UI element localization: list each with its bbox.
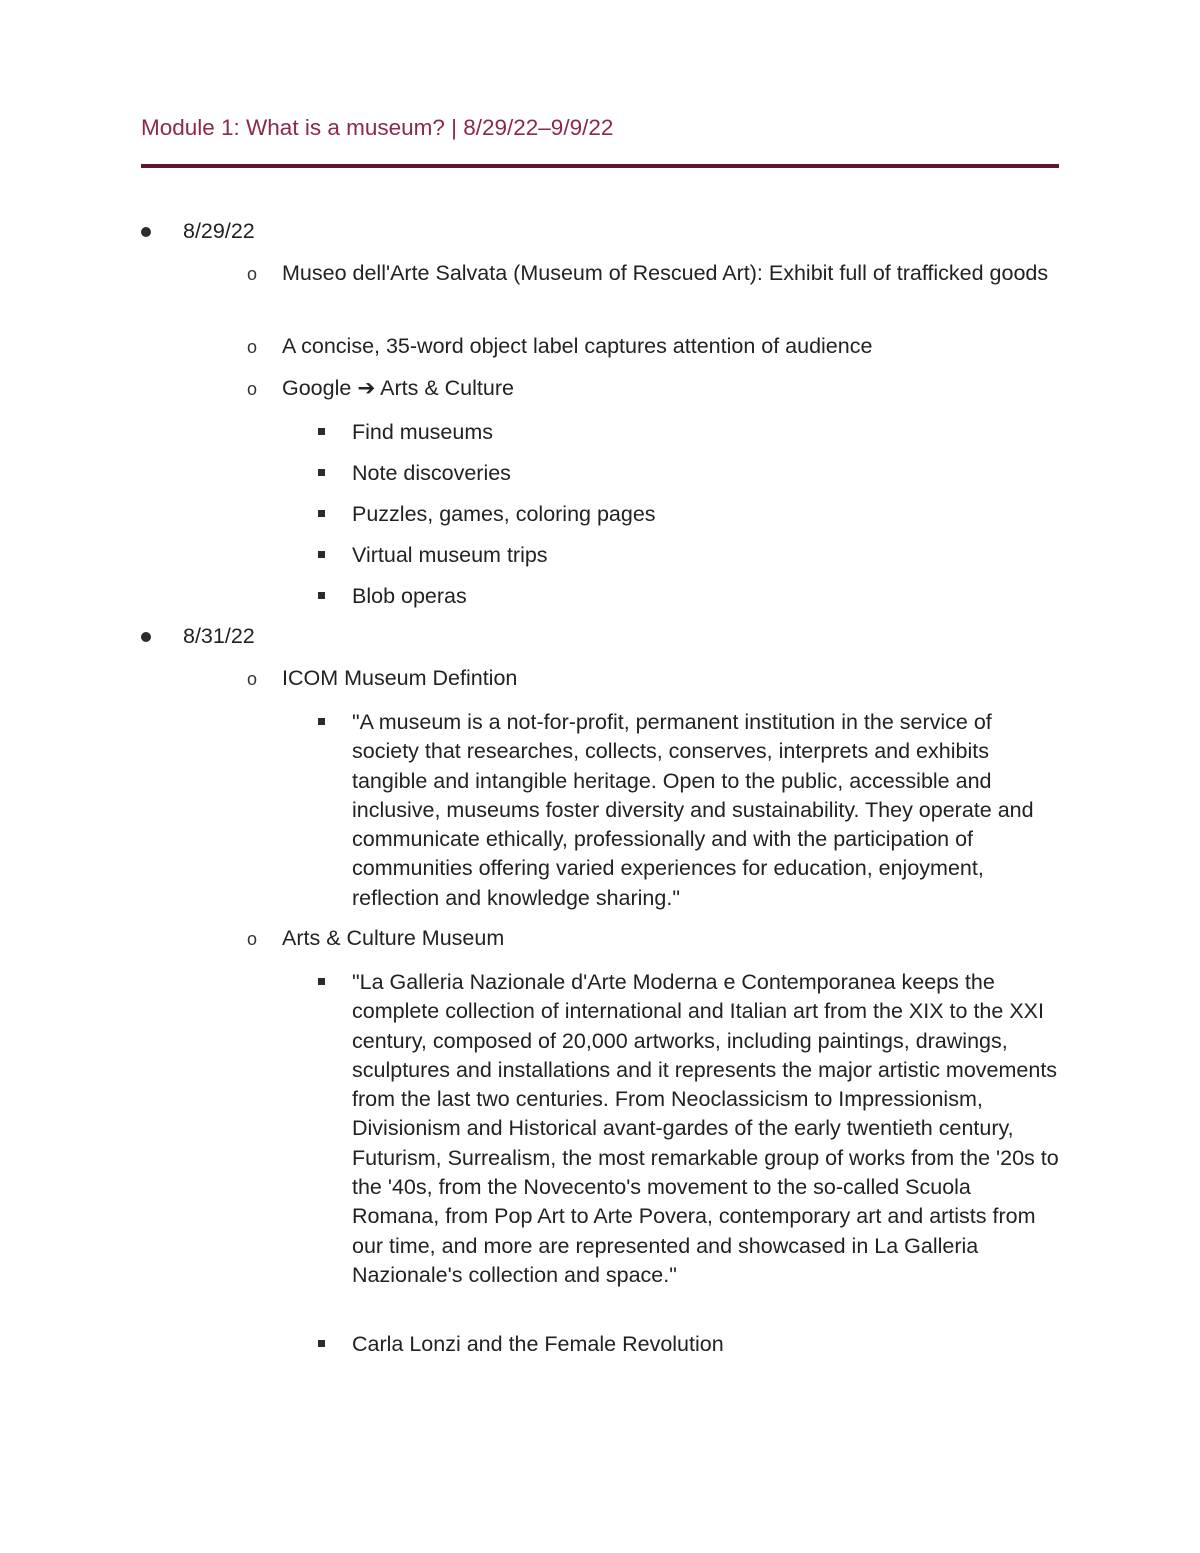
bullet-square-icon — [318, 592, 325, 599]
list-item: "La Galleria Nazionale d'Arte Moderna e Contemporanea keeps the complete collection of international and Italian art from the XIX to the XXI century, composed of 20,000 artworks, including paintings, drawings, sculptures and installations and it represents the major artistic movements from the last two centuries. From Neoclassicism to Impressionism, Divisionism and Historical avant-gardes of the early twentieth century, Futurism, Surrealism, the most remarkable group of works from the '20s to the '40s, from the Novecento's movement to the so-called Scuola Romana, from Pop Art to Arte Povera, contemporary art and artists from our time, and more are represented and showcased in La Galleria Nazionale's collection and space." — [352, 970, 1059, 1287]
list-item: Puzzles, games, coloring pages — [352, 502, 656, 526]
bullet-circle-icon: o — [247, 264, 258, 284]
bullet-circle-icon: o — [247, 929, 258, 949]
bullet-square-icon — [318, 1340, 325, 1347]
list-item: "A museum is a not-for-profit, permanent institution in the service of society that researches, collects, conserves, interprets and exhibits tangible and intangible heritage. Open to the public, accessible and inclusive, museums foster diversity and sustainability. They operate and communicate ethically, professionally and with the participation of communities offering varied experiences for education, enjoyment, reflection and knowledge sharing." — [352, 710, 1034, 910]
list-item-text: Arts & Culture — [380, 376, 514, 400]
list-item: Blob operas — [352, 584, 467, 608]
bullet-circle-icon: o — [247, 669, 258, 689]
list-item — [282, 374, 1062, 403]
list-item: Museo dell'Arte Salvata (Museum of Rescued Art): Exhibit full of trafficked goods — [282, 261, 1049, 285]
list-item: ICOM Museum Defintion — [282, 666, 518, 690]
bullet-square-icon — [318, 510, 325, 517]
bullet-disc-icon — [141, 632, 151, 642]
bullet-square-icon — [318, 551, 325, 558]
bullet-square-icon — [318, 718, 325, 725]
list-item-text: Google — [282, 376, 352, 400]
right-arrow-icon: ➔ — [357, 376, 376, 400]
section-date: 8/29/22 — [183, 219, 255, 243]
list-item: Carla Lonzi and the Female Revolution — [352, 1332, 724, 1356]
list-item: Note discoveries — [352, 461, 511, 485]
list-item: Arts & Culture Museum — [282, 926, 505, 950]
bullet-disc-icon — [141, 227, 151, 237]
bullet-circle-icon: o — [247, 337, 258, 357]
bullet-square-icon — [318, 428, 325, 435]
bullet-circle-icon: o — [247, 379, 258, 399]
bullet-square-icon — [318, 469, 325, 476]
list-item: Find museums — [352, 420, 493, 444]
bullet-square-icon — [318, 978, 325, 985]
list-item: Virtual museum trips — [352, 543, 548, 567]
document-title: Module 1: What is a museum? | 8/29/22–9/9/22 — [141, 115, 614, 140]
list-item: A concise, 35-word object label captures attention of audience — [282, 334, 873, 358]
section-date: 8/31/22 — [183, 624, 255, 648]
title-divider — [141, 164, 1059, 168]
